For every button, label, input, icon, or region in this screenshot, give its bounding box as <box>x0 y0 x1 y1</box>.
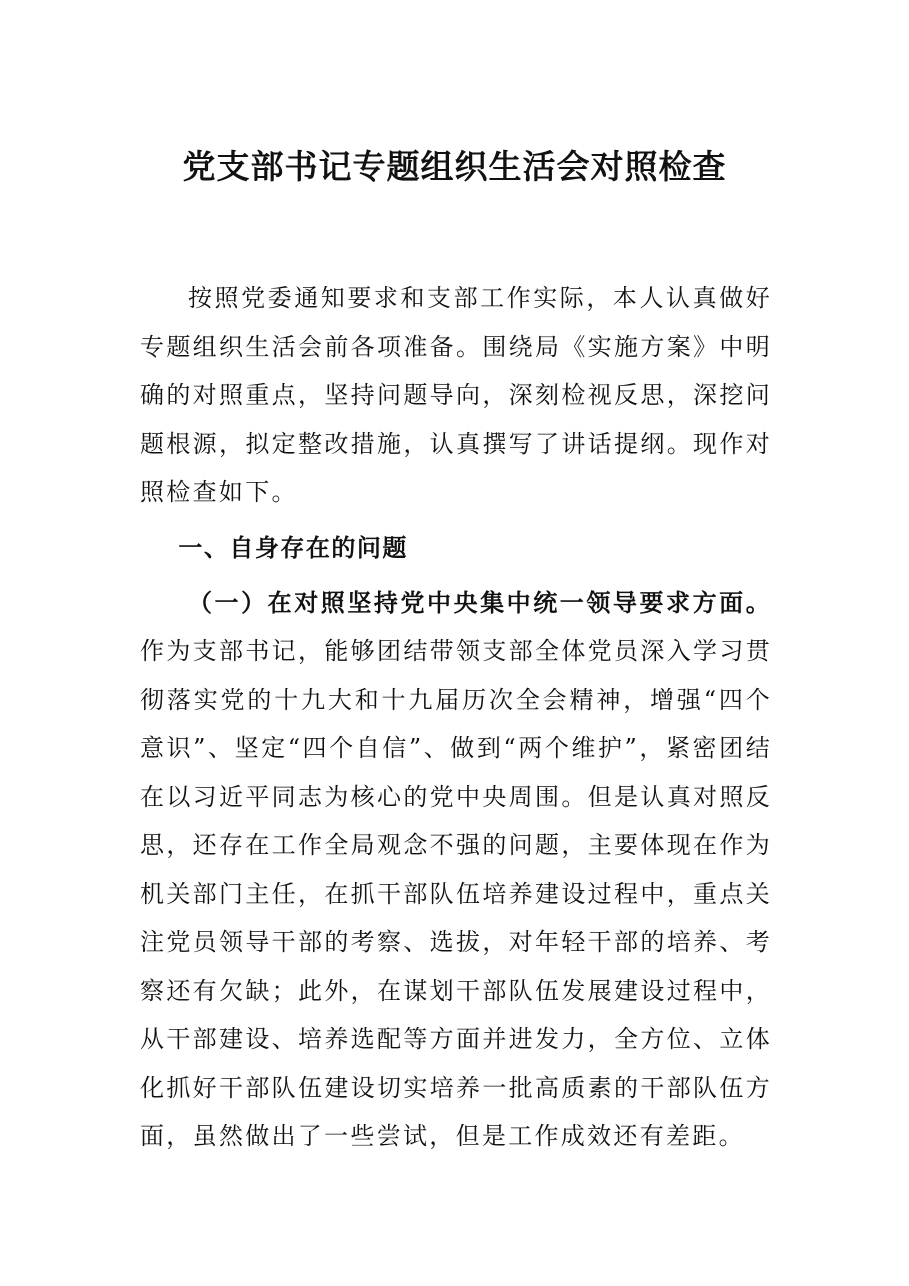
subsection-paragraph <box>140 579 772 1161</box>
document-title: 党支部书记专题组织生活会对照检查 <box>182 147 727 186</box>
subsection-body: 作为支部书记，能够团结带领支部全体党员深入学习贯彻落实党的十九大和十九届历次全会精神，增强“四个意识”、坚定“四个自信”、做到“两个维护”，紧密团结在以习近平同志为核心的党中央周围。但是认真对照反思，还存在工作全局观念不强的问题，主要体现在作为机关部门主任，在抓干部队伍培养建设过程中，重点关注党员领导干部的考察、选拔，对年轻干部的培养、考察还有欠缺；此外，在谋划干部队伍发展建设过程中，从干部建设、培养选配等方面并进发力，全方位、立体化抓好干部队伍建设切实培养一批高质素的干部队伍方面，虽然做出了一些尝试，但是工作成效还有差距。 <box>140 637 772 1150</box>
intro-paragraph: 按照党委通知要求和支部工作实际，本人认真做好专题组织生活会前各项准备。围绕局《实施方案》中明确的对照重点，坚持问题导向，深刻检视反思，深挖问题根源，拟定整改措施，认真撰写了讲话提纲。现作对照检查如下。 <box>140 284 772 506</box>
section-heading: 一、自身存在的问题 <box>178 532 408 562</box>
document-body <box>140 274 772 1161</box>
subsection-heading: （一）在对照坚持党中央集中统一领导要求方面。 <box>188 587 772 617</box>
